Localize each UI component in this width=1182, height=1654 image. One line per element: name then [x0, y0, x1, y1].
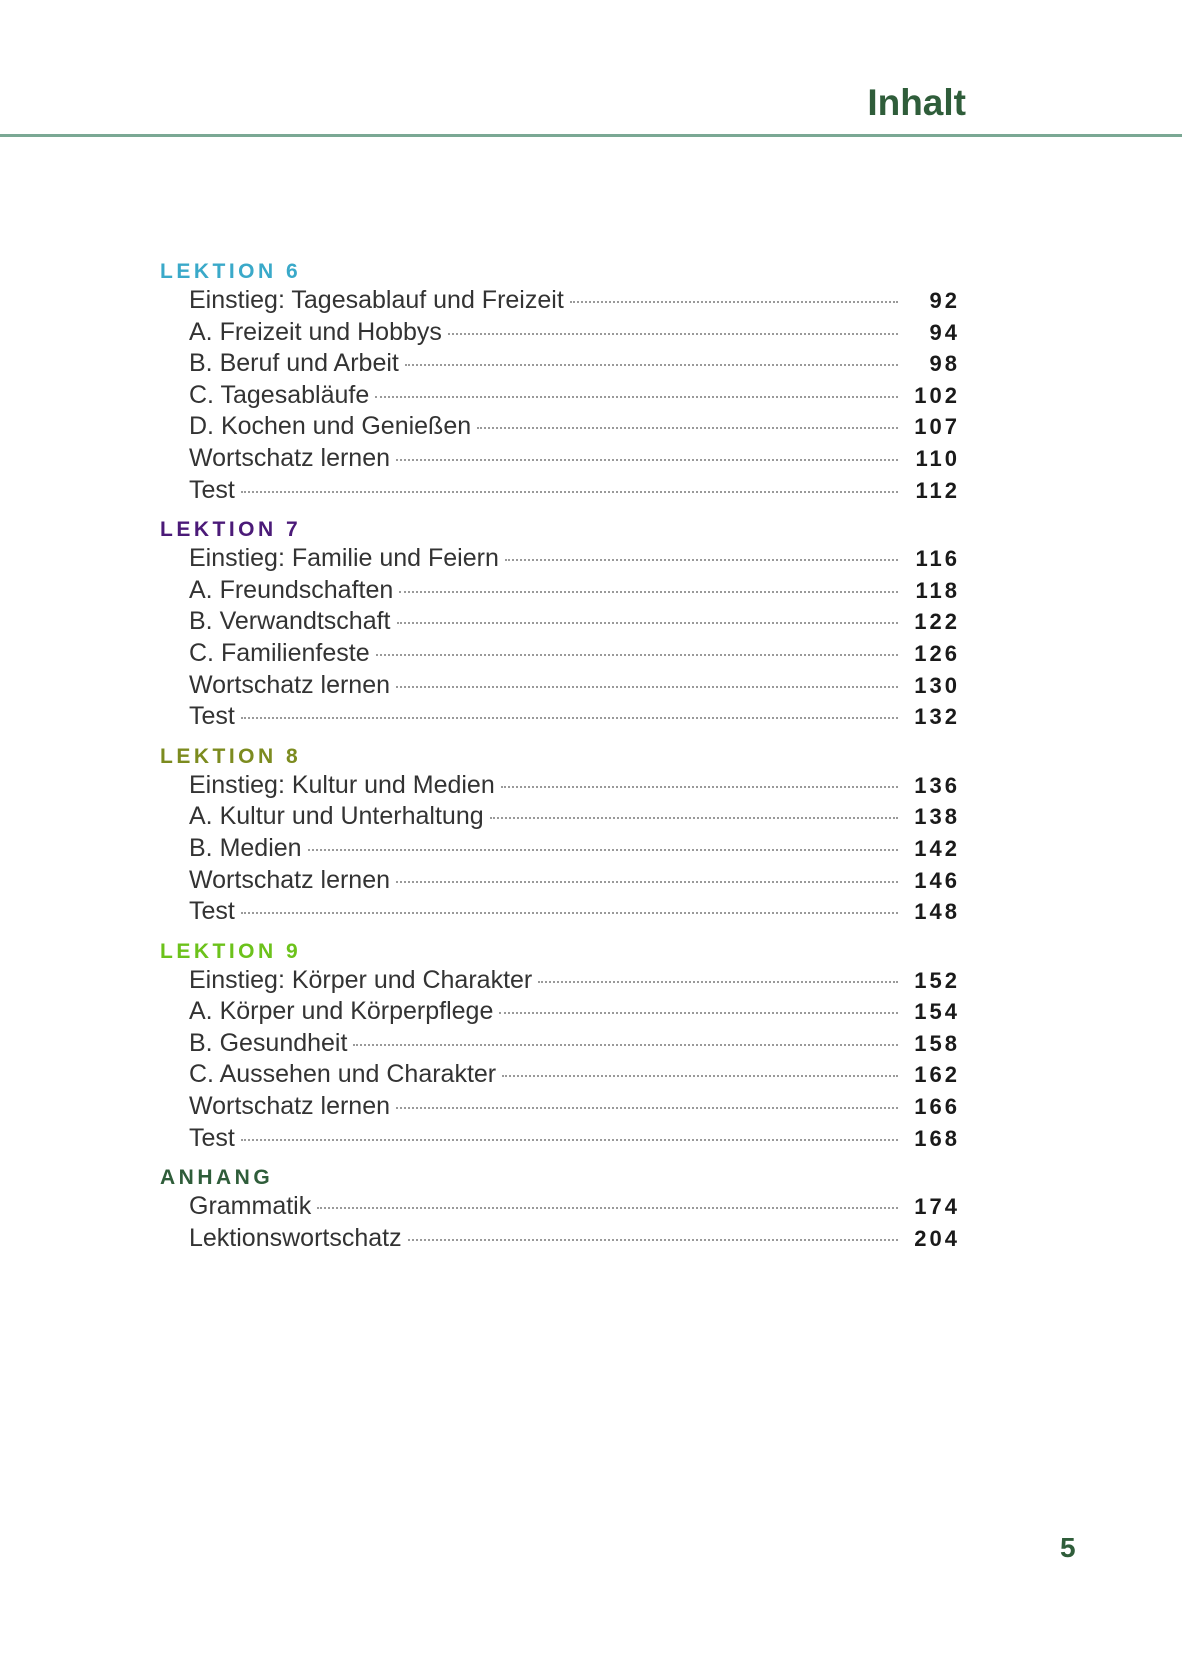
toc-entry[interactable] — [160, 1224, 960, 1256]
toc-entry-page: 158 — [914, 1030, 960, 1056]
toc-entry[interactable] — [160, 607, 960, 639]
toc-entry[interactable] — [160, 834, 960, 866]
toc-entry[interactable] — [160, 349, 960, 381]
toc-entry[interactable] — [160, 639, 960, 671]
toc-entry-page: 110 — [915, 445, 960, 471]
toc-entry-page: 168 — [914, 1125, 960, 1151]
toc-entry[interactable] — [160, 412, 960, 444]
toc-entry-page: 154 — [914, 999, 960, 1025]
dot-leader — [448, 333, 898, 335]
dot-leader — [396, 459, 898, 461]
toc-entry-title: Lektionswortschatz — [189, 1223, 402, 1252]
toc-entry-page: 118 — [915, 577, 960, 603]
dot-leader — [375, 396, 898, 398]
toc-entry-page: 136 — [914, 772, 960, 798]
dot-leader — [241, 912, 898, 914]
toc-entry-page: 146 — [914, 867, 960, 893]
toc-entry-page: 116 — [915, 546, 960, 572]
dot-leader — [241, 1139, 898, 1141]
toc-entry[interactable] — [160, 1092, 960, 1124]
section-heading: ANHANG — [160, 1166, 274, 1190]
toc-entry-title: C. Aussehen und Charakter — [189, 1060, 497, 1089]
toc-entry-title: Test — [189, 1123, 235, 1152]
toc-entry[interactable] — [160, 897, 960, 929]
toc-entry-title: Test — [189, 897, 235, 926]
section-heading: LEKTION 8 — [160, 744, 302, 768]
toc-entry-title: A. Körper und Körperpflege — [189, 997, 494, 1026]
dot-leader — [396, 1107, 898, 1109]
toc-entry[interactable] — [160, 544, 960, 576]
toc-entry-page: 92 — [929, 288, 960, 313]
toc-entry-title: C. Tagesabläufe — [189, 380, 370, 409]
dot-leader — [501, 786, 898, 788]
toc-entry-title: Test — [189, 702, 235, 731]
dot-leader — [399, 591, 898, 593]
toc-entry-title: Einstieg: Körper und Charakter — [189, 965, 533, 994]
toc-entry-page: 126 — [914, 640, 960, 666]
toc-entry-page: 130 — [914, 672, 960, 698]
toc-section — [160, 743, 960, 929]
toc-entry-title: C. Familienfeste — [189, 638, 370, 667]
toc-entry-title: Einstieg: Kultur und Medien — [189, 770, 495, 799]
toc-entry-title: Einstieg: Familie und Feiern — [189, 544, 499, 573]
toc-section — [160, 516, 960, 734]
toc-entry[interactable] — [160, 997, 960, 1029]
dot-leader — [241, 491, 898, 493]
dot-leader — [317, 1207, 898, 1209]
dot-leader — [405, 364, 898, 366]
dot-leader — [408, 1239, 898, 1241]
dot-leader — [353, 1044, 898, 1046]
toc-entry[interactable] — [160, 702, 960, 734]
dot-leader — [490, 817, 898, 819]
toc-entry-page: 98 — [929, 351, 960, 377]
toc-entry-page: 142 — [914, 835, 960, 861]
toc-entry-title: B. Beruf und Arbeit — [189, 349, 399, 378]
toc-entry-page: 102 — [914, 382, 960, 408]
section-heading: LEKTION 7 — [160, 518, 302, 542]
dot-leader — [477, 427, 898, 429]
toc-entry[interactable] — [160, 286, 960, 318]
toc-entry[interactable] — [160, 444, 960, 476]
toc-entry-title: A. Kultur und Unterhaltung — [189, 802, 484, 831]
toc-entry-page: 132 — [914, 704, 960, 730]
toc-entry-title: Wortschatz lernen — [189, 443, 391, 472]
page-title: Inhalt — [867, 82, 966, 123]
toc-entry-page: 138 — [914, 804, 960, 830]
toc-entry-title: Wortschatz lernen — [189, 670, 391, 699]
toc-entry[interactable] — [160, 802, 960, 834]
toc-entry-page: 94 — [929, 319, 960, 345]
toc-entry[interactable] — [160, 1060, 960, 1092]
toc-entry-title: Wortschatz lernen — [189, 865, 391, 894]
dot-leader — [396, 881, 898, 883]
toc-entry[interactable] — [160, 476, 960, 508]
toc-entry[interactable] — [160, 381, 960, 413]
dot-leader — [376, 654, 898, 656]
page-number: 5 — [1060, 1532, 1076, 1563]
toc-entry[interactable] — [160, 866, 960, 898]
dot-leader — [397, 622, 898, 624]
dot-leader — [241, 717, 898, 719]
dot-leader — [570, 301, 898, 303]
toc-entry-page: 166 — [914, 1094, 960, 1120]
toc-entry-page: 112 — [915, 477, 960, 503]
toc-entry-title: Grammatik — [189, 1192, 312, 1221]
toc-entry-title: B. Verwandtschaft — [189, 607, 391, 636]
toc-entry-title: A. Freundschaften — [189, 575, 394, 604]
toc-entry-page: 162 — [914, 1062, 960, 1088]
toc-entry[interactable] — [160, 1192, 960, 1224]
toc-entry-title: Test — [189, 475, 235, 504]
toc-entry[interactable] — [160, 576, 960, 608]
title-rule — [0, 134, 1182, 137]
dot-leader — [499, 1012, 898, 1014]
toc-entry[interactable] — [160, 1029, 960, 1061]
toc-entry-title: B. Gesundheit — [189, 1028, 348, 1057]
toc-entry[interactable] — [160, 671, 960, 703]
toc-entry-page: 204 — [914, 1225, 960, 1251]
toc-entry[interactable] — [160, 771, 960, 803]
toc-section — [160, 938, 960, 1156]
toc-entry-page: 174 — [914, 1194, 960, 1220]
section-heading: LEKTION 9 — [160, 939, 302, 963]
dot-leader — [502, 1075, 898, 1077]
toc-entry-page: 122 — [914, 609, 960, 635]
toc-entry-title: Wortschatz lernen — [189, 1092, 391, 1121]
dot-leader — [538, 981, 898, 983]
dot-leader — [308, 849, 898, 851]
section-heading: LEKTION 6 — [160, 260, 302, 283]
table-of-contents — [160, 258, 960, 1264]
toc-entry[interactable] — [160, 966, 960, 998]
toc-entry-page: 148 — [914, 899, 960, 925]
toc-entry-page: 152 — [914, 967, 960, 993]
toc-section — [160, 258, 960, 507]
toc-entry-title: B. Medien — [189, 833, 302, 862]
dot-leader — [505, 559, 898, 561]
toc-entry[interactable] — [160, 318, 960, 350]
toc-entry[interactable] — [160, 1124, 960, 1156]
dot-leader — [396, 686, 898, 688]
toc-section — [160, 1164, 960, 1255]
toc-entry-page: 107 — [914, 414, 960, 440]
toc-entry-title: D. Kochen und Genießen — [189, 412, 472, 441]
toc-entry-title: A. Freizeit und Hobbys — [189, 317, 442, 346]
toc-entry-title: Einstieg: Tagesablauf und Freizeit — [189, 286, 564, 314]
